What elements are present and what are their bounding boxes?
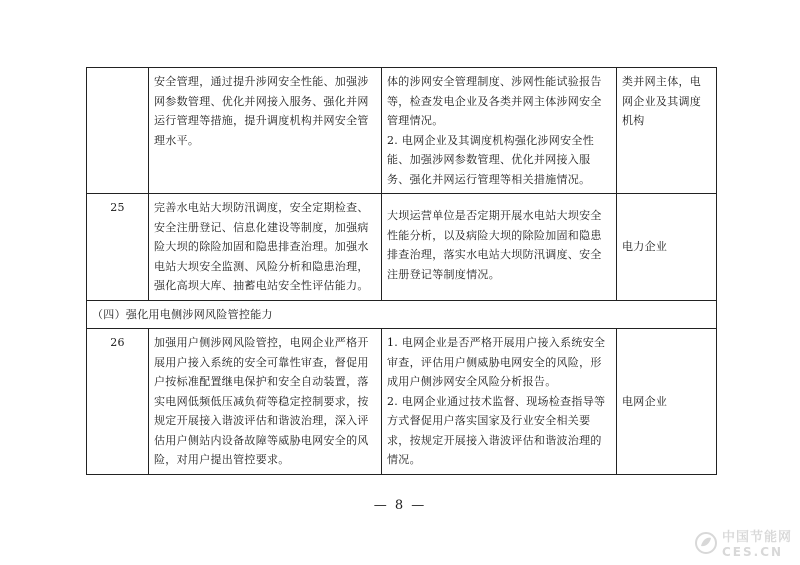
page-number: — 8 — xyxy=(373,498,427,513)
table-row xyxy=(87,194,717,301)
section-row xyxy=(87,300,717,329)
watermark-en: CES.CN xyxy=(721,545,784,559)
watermark-cn: 中国节能网 xyxy=(721,530,792,545)
criteria-cell xyxy=(382,194,617,301)
task-cell: 加强用户侧涉网风险管控，电网企业严格开展用户接入系统的安全可靠性审查，督促用户按标准配置继电保护和安全自动装置，落实电网低频低压减负荷等稳定控制要求，按规定开展接入谐波评估和谐波治理，深入评估用户侧站内设备故障等威胁电网安全的风险，对用户提出管控要求。 xyxy=(149,329,382,475)
row-number xyxy=(87,68,149,194)
table-row xyxy=(87,68,717,194)
criteria-item: 2. 电网企业及其调度机构强化涉网安全性能、加强涉网参数管理、优化并网接入服务、强化并网运行管理等相关措施情况。 xyxy=(387,133,594,186)
responsible-cell: 类并网主体，电网企业及其调度机构 xyxy=(617,68,717,194)
criteria-cell xyxy=(382,329,617,475)
responsible-cell: 电网企业 xyxy=(617,329,717,475)
row-number: 26 xyxy=(87,329,149,475)
criteria-item: 2. 电网企业通过技术监督、现场检查指导等方式督促用户落实国家及行业安全相关要求，按规定开展接入谐波评估和谐波治理的情况。 xyxy=(387,394,606,466)
criteria-cell xyxy=(382,68,617,194)
leaf-logo-icon xyxy=(694,531,718,555)
criteria-item: 体的涉网安全管理制度、涉网性能试验报告等，检查发电企业及各类并网主体涉网安全管理情况。 xyxy=(387,75,602,127)
criteria-item: 大坝运营单位是否定期开展水电站大坝安全性能分析，以及病险大坝的除险加固和隐患排查治理，落实水电站大坝防汛调度、安全注册登记等制度情况。 xyxy=(387,209,602,281)
criteria-item: 1. 电网企业是否严格开展用户接入系统安全审查，评估用户侧威胁电网安全的风险，形成用户侧涉网安全风险分析报告。 xyxy=(387,336,606,388)
table-row xyxy=(87,329,717,475)
row-number: 25 xyxy=(87,194,149,301)
task-cell: 完善水电站大坝防汛调度，安全定期检查、安全注册登记、信息化建设等制度，加强病险大坝的除险加固和隐患排查治理。加强水电站大坝安全监测、风险分析和隐患治理，强化高坝大库、抽蓄电站安全性评估能力。 xyxy=(149,194,382,301)
requirements-table xyxy=(86,67,717,475)
responsible-cell: 电力企业 xyxy=(617,194,717,301)
task-cell: 安全管理，通过提升涉网安全性能、加强涉网参数管理、优化并网接入服务、强化并网运行管理等措施，提升调度机构并网安全管理水平。 xyxy=(149,68,382,194)
site-watermark xyxy=(694,526,792,559)
section-title: （四）强化用电侧涉网风险管控能力 xyxy=(87,300,717,329)
